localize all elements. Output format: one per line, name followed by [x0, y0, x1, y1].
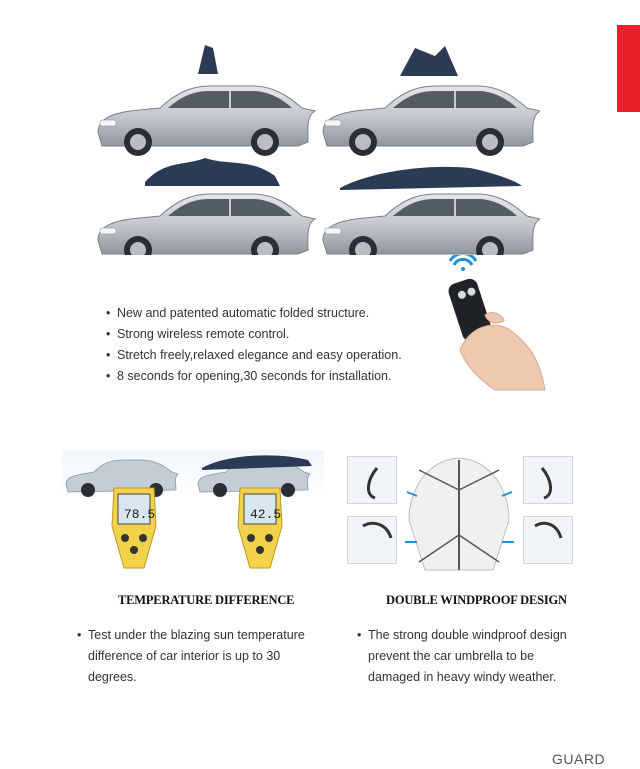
temperature-comparison-illustration: [62, 450, 324, 570]
temperature-description: • Test under the blazing sun temperature difference of car interior is up to 30 degrees.: [88, 625, 305, 688]
car-umbrella-stages-illustration: [90, 40, 540, 255]
description-line: damaged in heavy windy weather.: [368, 670, 557, 684]
feature-list: [106, 303, 402, 387]
description-line: Test under the blazing sun temperature: [88, 628, 305, 642]
windproof-description: • The strong double windproof design prevent the car umbrella to be damaged in heavy windy weather.: [368, 625, 567, 688]
description-line: degrees.: [88, 670, 137, 684]
feature-item: • New and patented automatic folded structure.: [106, 303, 402, 324]
feature-item: • 8 seconds for opening,30 seconds for installation.: [106, 366, 402, 387]
temperature-difference-title: TEMPERATURE DIFFERENCE: [118, 593, 295, 607]
brand-footer: GUARD: [552, 751, 606, 767]
feature-item: • Strong wireless remote control.: [106, 324, 402, 345]
description-line: prevent the car umbrella to be: [368, 649, 535, 663]
description-line: difference of car interior is up to 30: [88, 649, 281, 663]
thermometer-reading-left: 78.5: [124, 507, 156, 522]
description-line: The strong double windproof design: [368, 628, 567, 642]
double-windproof-design-title: DOUBLE WINDPROOF DESIGN: [386, 593, 567, 607]
red-accent-tab: [617, 25, 640, 112]
windproof-structure-illustration: [347, 450, 572, 580]
thermometer-reading-right: 42.5: [250, 507, 282, 522]
remote-control-hand-illustration: [440, 255, 555, 395]
feature-item: • Stretch freely,relaxed elegance and easy operation.: [106, 345, 402, 366]
